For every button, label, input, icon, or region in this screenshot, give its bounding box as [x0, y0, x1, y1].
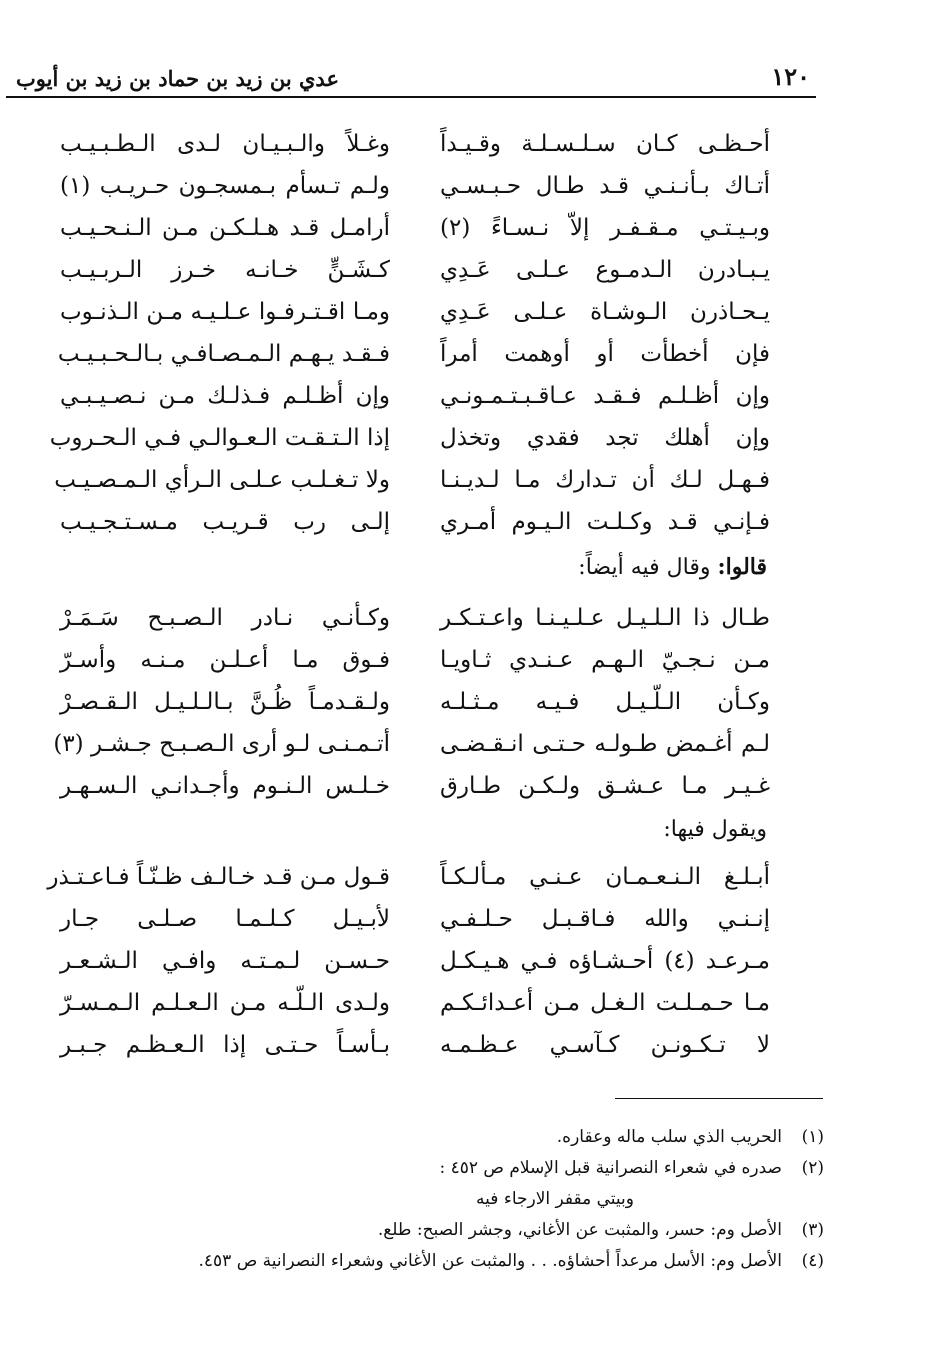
footnote-number: (١)	[801, 1127, 824, 1147]
verse-left-hemistich: كـشَـنٍّ خـانـه خـرز الـربـيـب	[60, 257, 390, 283]
footnote	[184, 1122, 824, 1153]
footnote-number: (٢)	[801, 1158, 824, 1178]
verse-right-hemistich: وإن أهلك تجد فقدي وتخذل	[440, 425, 770, 451]
verse-right-hemistich: أبـلـغ الـنـعـمـان عـنـي مـألـكـاً	[440, 864, 770, 890]
verse-left-hemistich: وكـأنـي نـادر الـصـبـح سَـمَـرْ	[60, 605, 390, 631]
verse	[54, 459, 770, 501]
verse-right-hemistich: لـم أغـمض طـولـه حـتـى انـقـضـى	[440, 731, 770, 757]
verse	[49, 417, 770, 459]
verse-right-hemistich: غـيـر مـا عـشـق ولـكـن طـارق	[440, 773, 770, 799]
footnote-number: (٤)	[801, 1251, 824, 1271]
footnote-text: الأصل وم: حسر، والمثبت عن الأغاني، وجشر الصبح: طلع.	[377, 1220, 782, 1240]
verse-right-hemistich: فـإنـي قـد وكـلـت الـيـوم أمـري	[440, 509, 770, 535]
verse	[60, 597, 770, 639]
verse	[60, 123, 770, 165]
poem-1	[49, 123, 770, 543]
verse-right-hemistich: وإن أظـلـم فـقـد عـاقـبـتـمـونـي	[440, 383, 770, 409]
section-intro-2	[578, 547, 767, 588]
verse-left-hemistich: فـوق مـا أعـلـن مـنـه وأسـرّ	[60, 647, 390, 673]
verse-left-hemistich: ولـدى الـلّـه مـن الـعـلـم الـمـسـرّ	[60, 990, 390, 1016]
intro-text: ويقول فيها:	[663, 817, 767, 842]
verse-left-hemistich: فـقـد يـهـم الـمـصـافـي بـالـحـبـيـب	[57, 341, 390, 367]
verse-right-hemistich: فإن أخطأت أو أوهمت أمراً	[440, 341, 770, 367]
verse	[60, 898, 770, 940]
footnote-text: الأصل وم: الأسل مرعداً أحشاؤه. . . والمثبت عن الأغاني وشعراء النصرانية ص ٤٥٣.	[198, 1251, 782, 1271]
page-header	[6, 56, 816, 98]
verse-right-hemistich: إنـنـي والله فـاقـبـل حـلـفـي	[440, 906, 770, 932]
verse	[60, 249, 770, 291]
footnote	[184, 1246, 824, 1277]
verse	[57, 333, 770, 375]
verse-right-hemistich: وبـيـتـي مـقـفـر إلاّ نـسـاءً (٢)	[440, 215, 770, 241]
footnote-number: (٣)	[801, 1220, 824, 1240]
verse-left-hemistich: ومـا اقـتـرفـوا عـلـيـه مـن الـذنـوب	[60, 299, 390, 325]
verse-right-hemistich: أحـظـى كـان سـلـسـلـة وقـيـداً	[440, 131, 770, 157]
verse	[53, 723, 770, 765]
poem-3	[47, 856, 770, 1066]
intro-speaker: قالوا:	[717, 554, 767, 580]
verse-left-hemistich: لأبـيـل كـلـمـا صـلـى جـار	[60, 906, 390, 932]
verse	[60, 207, 770, 249]
verse	[60, 639, 770, 681]
verse	[60, 291, 770, 333]
running-title: عدي بن زيد بن حماد بن زيد بن أيوب	[16, 66, 339, 91]
verse-left-hemistich: إلـى رب قـريـب مـسـتـجـيـب	[60, 509, 390, 535]
verse-left-hemistich: ولـم تـسأم بـمسجـون حـريـب (١)	[60, 173, 390, 199]
verse	[60, 982, 770, 1024]
verse-left-hemistich: أرامـل قـد هـلـكـن مـن الـنـحـيـب	[60, 215, 390, 241]
footnote-divider	[615, 1098, 823, 1099]
verse-right-hemistich: مـن نـجـيّ الـهـم عـنـدي ثـاويـا	[440, 647, 770, 673]
verse-left-hemistich: أتـمـنـى لـو أرى الـصـبـح جـشـر (٣)	[53, 731, 390, 757]
verse-right-hemistich: مـرعـد (٤) أحـشـاؤه فـي هـيـكـل	[440, 948, 770, 974]
verse-right-hemistich: طـال ذا الـلـيـل عـلـيـنـا واعـتـكـر	[440, 605, 770, 631]
verse-right-hemistich: يـبـادرن الـدمـوع عـلـى عَـدِي	[440, 257, 770, 283]
footnote	[184, 1153, 824, 1184]
verse-left-hemistich: وإن أظـلـم فـذلـك مـن نـصـيـبـي	[60, 383, 390, 409]
verse-right-hemistich: فـهـل لـك أن تـدارك مـا لـديـنـا	[440, 467, 770, 493]
verse-right-hemistich: وكـأن الـلّـيـل فـيـه مـثـلـه	[440, 689, 770, 715]
page-number: ١٢٠	[771, 62, 810, 91]
footnote-text: وبيتي مقفر الارجاء فيه	[476, 1189, 634, 1209]
verse-right-hemistich: يـحـاذرن الـوشـاة عـلـى عَـدِي	[440, 299, 770, 325]
section-intro-3	[663, 810, 767, 850]
verse-left-hemistich: ولـقـدمـاً ظُـنَّ بـالـلـيـل الـقـصـرْ	[60, 689, 390, 715]
intro-text: وقال فيه أيضاً:	[578, 555, 718, 580]
verse-left-hemistich: إذا الـتـقـت الـعـوالـي فـي الـحـروب	[49, 425, 390, 451]
verse	[60, 940, 770, 982]
footnote-text: صدره في شعراء النصرانية قبل الإسلام ص ٤٥٢ :	[439, 1158, 782, 1178]
verse-left-hemistich: خـلـس الـنـوم وأجـدانـي الـسـهـر	[60, 773, 390, 799]
poem-2	[53, 597, 770, 807]
verse-left-hemistich: قـول مـن قـد خـالـف ظـنّـاً فـاعـتـذر	[47, 864, 390, 890]
verse	[47, 856, 770, 898]
verse-right-hemistich: مـا حـمـلـت الـغـل مـن أعـدائـكـم	[440, 990, 770, 1016]
verse	[60, 501, 770, 543]
verse	[60, 375, 770, 417]
footnote	[184, 1215, 824, 1246]
verse	[60, 681, 770, 723]
verse	[60, 1024, 770, 1066]
verse-left-hemistich: ولا تـغـلـب عـلـى الـرأي الـمـصـيـب	[54, 467, 390, 493]
verse-left-hemistich: وغـلاً والـبـيـان لـدى الـطـبـيـب	[60, 131, 390, 157]
footnotes	[184, 1122, 824, 1277]
verse-left-hemistich: حـسـن لـمـتـه وافـي الـشـعـر	[60, 948, 390, 974]
verse-left-hemistich: بـأسـاً حـتـى إذا الـعـظـم جـبـر	[60, 1032, 390, 1058]
footnote-quote	[184, 1184, 824, 1215]
verse-right-hemistich: أتـاك بـأنـنـي قـد طـال حـبـسـي	[440, 173, 770, 199]
verse	[60, 165, 770, 207]
footnote-text: الحريب الذي سلب ماله وعقاره.	[556, 1127, 782, 1147]
verse	[60, 765, 770, 807]
verse-right-hemistich: لا تـكـونـن كـآسـي عـظـمـه	[440, 1032, 770, 1058]
